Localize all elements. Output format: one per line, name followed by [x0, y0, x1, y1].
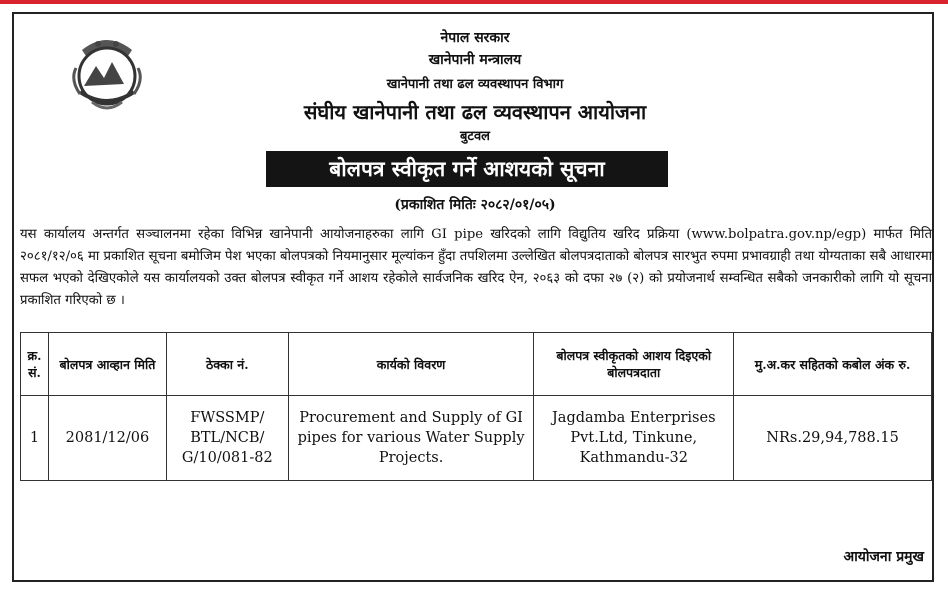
header-line-1: नेपाल सरकार [440, 30, 510, 46]
cell-invite-date: 2081/12/06 [48, 396, 166, 481]
notice-body: यस कार्यालय अन्तर्गत सञ्चालनमा रहेका विभिन्न खानेपानी आयोजनाहरुका लागि GI pipe खरिदको लागि विद्युतिय खरिद प्रक्रिया (www.bolpatra.gov.np/egp) मार्फत मिति २०८१/१२/०६ मा प्रकाशित सूचना बमोजिम पेश भएका बोलपत्रको नियमानुसार मूल्यांकन हुँदा तपशिलमा उल्लेखित बोलपत्रदाताको बोलपत्र सारभुत रुपमा प्रभावग्राही तथा योग्यताका सबै आधारमा सफल भएको देखिएकोले यस कार्यालयको उक्त बोलपत्र स्वीकृत गर्ने आशय रहेकोले सार्वजनिक खरिद ऐन, २०६३ को दफा २७ (२) को प्रयोजनार्थ सम्वन्धित सबैको जनकारीको लागि यो सूचना प्रकाशित गरिएको छ । [20, 227, 932, 308]
award-table [20, 332, 932, 481]
col-header-contract-no: ठेक्का नं. [166, 333, 288, 396]
header-line-2: खानेपानी मन्त्रालय [428, 52, 522, 68]
table-header-row [21, 333, 932, 396]
col-header-bidder: बोलपत्र स्वीकृतको आशय दिइएको बोलपत्रदाता [534, 333, 734, 396]
cell-bidder: Jagdamba Enterprises Pvt.Ltd, Tinkune, Kathmandu-32 [534, 396, 734, 481]
project-title: संघीय खानेपानी तथा ढल व्यवस्थापन आयोजना [303, 100, 647, 124]
notice-title: बोलपत्र स्वीकृत गर्ने आशयको सूचना [266, 151, 668, 187]
cell-description: Procurement and Supply of GI pipes for various Water Supply Projects. [288, 396, 534, 481]
col-header-sn: क्र. सं. [21, 333, 49, 396]
cell-contract-no: FWSSMP/ BTL/NCB/ G/10/081-82 [166, 396, 288, 481]
col-header-amount: मु.अ.कर सहितको कबोल अंक रु. [734, 333, 932, 396]
col-header-description: कार्यको विवरण [288, 333, 534, 396]
published-date: (प्रकाशित मितिः २०८२/०१/०५) [394, 197, 556, 213]
signature: आयोजना प्रमुख [843, 549, 924, 565]
cell-amount: NRs.29,94,788.15 [734, 396, 932, 481]
notice-frame [12, 12, 934, 582]
cell-sn: 1 [21, 396, 49, 481]
col-header-invite-date: बोलपत्र आव्हान मिति [48, 333, 166, 396]
table-row [21, 396, 932, 481]
top-red-rule [0, 0, 948, 4]
header-line-3: खानेपानी तथा ढल व्यवस्थापन विभाग [386, 77, 564, 92]
location: बुटवल [459, 129, 491, 144]
